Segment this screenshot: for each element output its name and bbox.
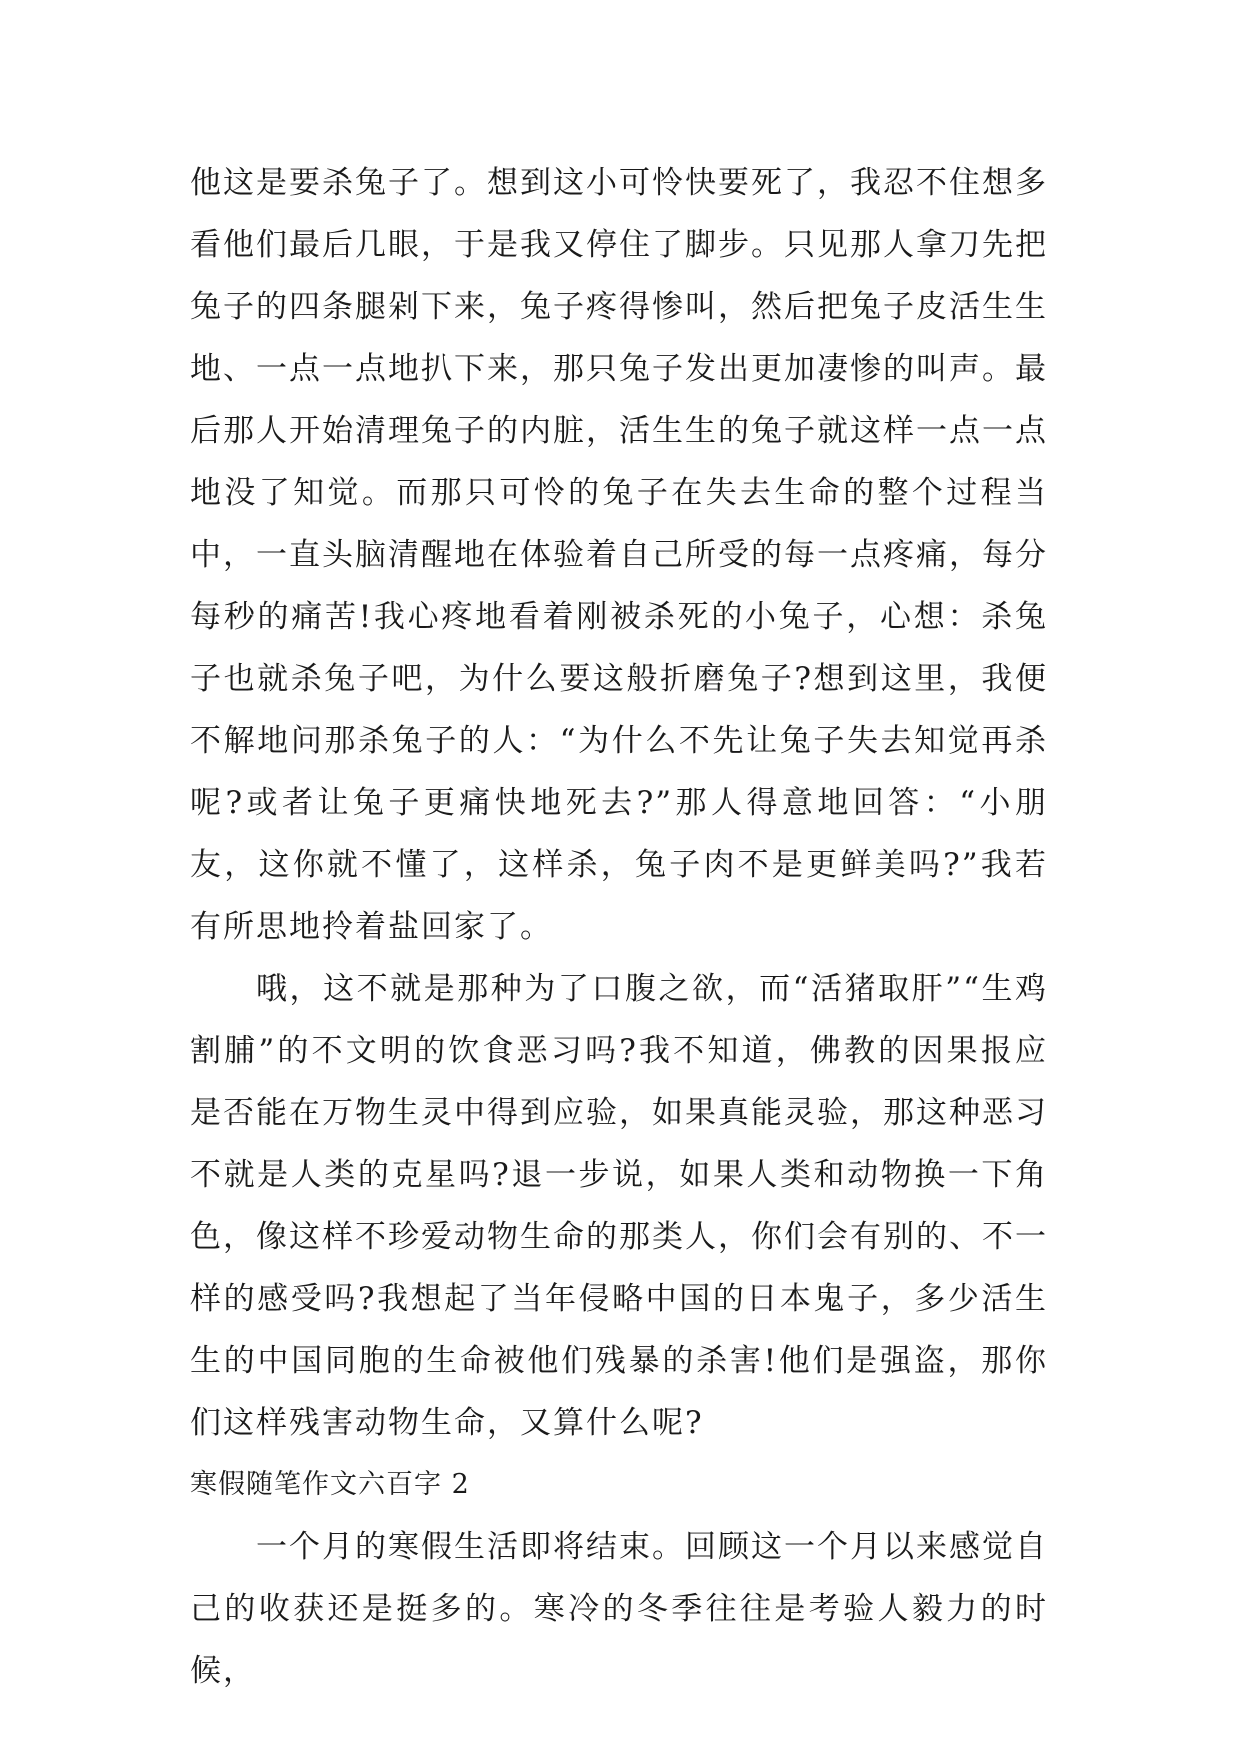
paragraph: 他这是要杀兔子了。想到这小可怜快要死了，我忍不住想多看他们最后几眼，于是我又停住了脚步。只见那人拿刀先把兔子的四条腿剁下来，兔子疼得惨叫，然后把兔子皮活生生地、一点一点地扒下来，那只兔子发出更加凄惨的叫声。最后那人开始清理兔子的内脏，活生生的兔子就这样一点一点地没了知觉。而那只可怜的兔子在失去生命的整个过程当中，一直头脑清醒地在体验着自己所受的每一点疼痛，每分每秒的痛苦!我心疼地看着刚被杀死的小兔子，心想：杀兔子也就杀兔子吧，为什么要这般折磨兔子?想到这里，我便不解地问那杀兔子的人：“为什么不先让兔子失去知觉再杀呢?或者让兔子更痛快地死去?”那人得意地回答：“小朋友，这你就不懂了，这样杀，兔子肉不是更鲜美吗?”我若有所思地拎着盐回家了。 <box>190 165 1048 945</box>
section-heading: 寒假随笔作文六百字 2 <box>190 1469 470 1500</box>
paragraph: 哦，这不就是那种为了口腹之欲，而“活猪取肝”“生鸡割脯”的不文明的饮食恶习吗?我不知道，佛教的因果报应是否能在万物生灵中得到应验，如果真能灵验，那这种恶习不就是人类的克星吗?退一步说，如果人类和动物换一下角色，像这样不珍爱动物生命的那类人，你们会有别的、不一样的感受吗?我想起了当年侵略中国的日本鬼子，多少活生生的中国同胞的生命被他们残暴的杀害!他们是强盗，那你们这样残害动物生命，又算什么呢? <box>190 971 1048 1441</box>
document-body <box>190 152 1048 1702</box>
paragraph: 一个月的寒假生活即将结束。回顾这一个月以来感觉自己的收获还是挺多的。寒冷的冬季往往是考验人毅力的时候， <box>190 1529 1048 1689</box>
